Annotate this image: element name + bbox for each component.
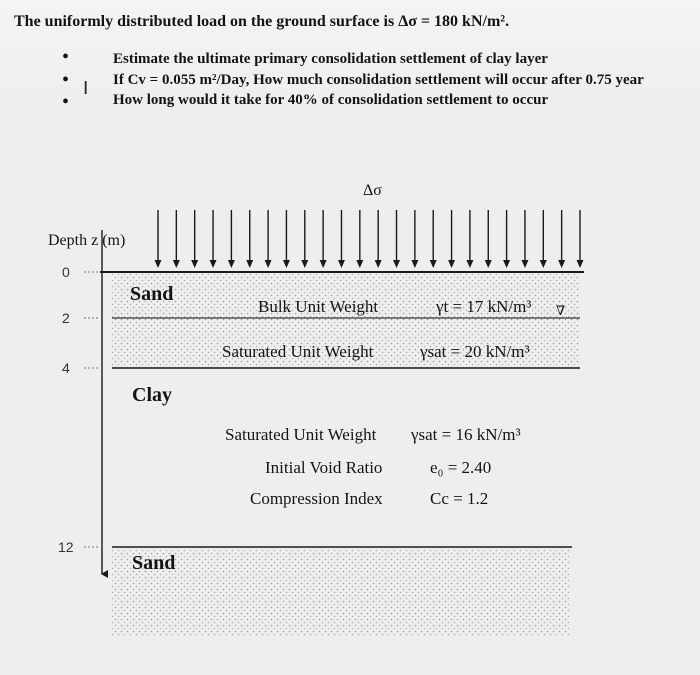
load-arrowhead — [521, 260, 528, 268]
top-sand-bulk-value: γt = 17 kN/m³ — [436, 297, 532, 316]
load-arrowhead — [558, 260, 565, 268]
load-arrows — [155, 210, 584, 268]
depth-tick-label-12: 12 — [58, 539, 74, 555]
load-arrowhead — [283, 260, 290, 268]
load-arrowhead — [191, 260, 198, 268]
clay-void-ratio-value: e₀ = 2.40 — [430, 458, 492, 477]
load-arrowhead — [173, 260, 180, 268]
clay-compression-index-value: Cc = 1.2 — [430, 489, 489, 508]
bullet-1: • — [62, 46, 70, 68]
load-arrowhead — [320, 260, 327, 268]
depth-axis-label: Depth z (m) — [48, 232, 126, 249]
text-cursor-icon: I — [83, 78, 89, 99]
clay-void-ratio-label: Initial Void Ratio — [265, 458, 383, 477]
load-arrowhead — [577, 260, 584, 268]
load-arrowhead — [375, 260, 382, 268]
load-arrowhead — [210, 260, 217, 268]
load-arrowhead — [246, 260, 253, 268]
load-arrowhead — [338, 260, 345, 268]
load-arrowhead — [393, 260, 400, 268]
load-arrowhead — [228, 260, 235, 268]
load-arrowhead — [430, 260, 437, 268]
task-2: If Cv = 0.055 m²/Day, How much consolidation settlement will occur after 0.75 year — [113, 72, 644, 88]
bottom-sand-layer — [112, 548, 570, 636]
bullet-2: • — [62, 69, 70, 91]
load-label: Δσ — [363, 182, 382, 199]
top-sand-sat-value: γsat = 20 kN/m³ — [420, 342, 530, 361]
load-arrowhead — [503, 260, 510, 268]
bullet-3: • — [62, 91, 70, 113]
load-arrowhead — [448, 260, 455, 268]
clay-compression-index-label: Compression Index — [250, 489, 383, 508]
load-arrowhead — [301, 260, 308, 268]
problem-title: The uniformly distributed load on the ground surface is Δσ = 180 kN/m². — [14, 13, 510, 30]
load-arrowhead — [155, 260, 162, 268]
load-arrowhead — [411, 260, 418, 268]
task-3: How long would it take for 40% of consolidation settlement to occur — [113, 92, 549, 108]
top-sand-bulk-label: Bulk Unit Weight — [258, 297, 379, 316]
task-1: Estimate the ultimate primary consolidation settlement of clay layer — [113, 51, 548, 67]
depth-tick-label-0: 0 — [62, 264, 70, 280]
clay-label: Clay — [132, 384, 172, 406]
bottom-sand-label: Sand — [132, 552, 176, 574]
depth-tick-label-2: 2 — [62, 310, 70, 326]
top-sand-label: Sand — [130, 283, 174, 305]
load-arrowhead — [485, 260, 492, 268]
load-arrowhead — [466, 260, 473, 268]
top-sand-sat-label: Saturated Unit Weight — [222, 342, 374, 361]
load-arrowhead — [265, 260, 272, 268]
water-table-symbol: ∇ — [556, 303, 566, 318]
depth-tick-label-4: 4 — [62, 360, 70, 376]
load-arrowhead — [356, 260, 363, 268]
clay-sat-value: γsat = 16 kN/m³ — [411, 425, 521, 444]
clay-sat-label: Saturated Unit Weight — [225, 425, 377, 444]
load-arrowhead — [540, 260, 547, 268]
